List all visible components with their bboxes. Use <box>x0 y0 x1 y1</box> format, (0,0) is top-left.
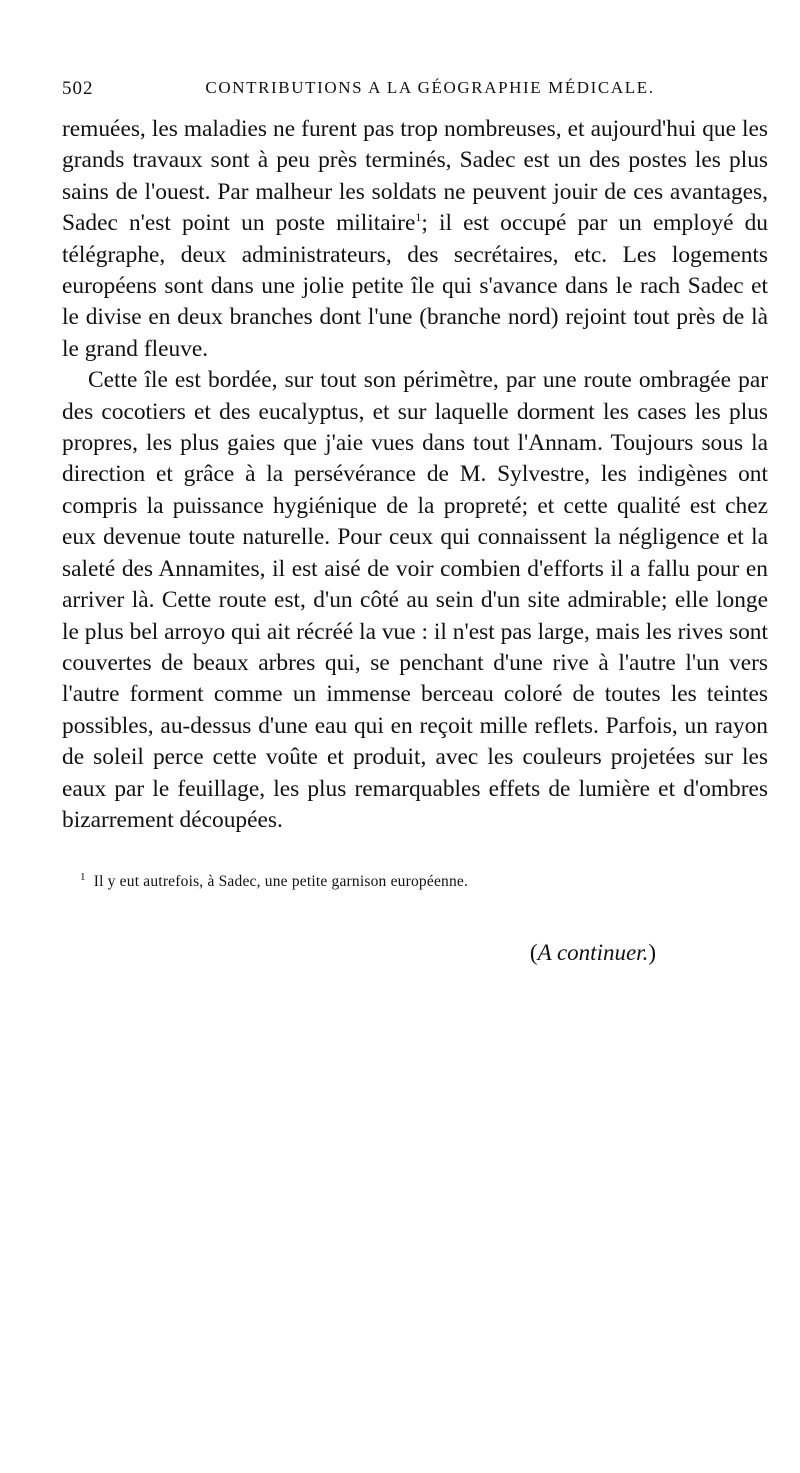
continued-text: A continuer. <box>537 940 649 966</box>
footnote <box>62 872 768 892</box>
footnote-text: Il y eut autrefois, à Sadec, une petite garnison européenne. <box>93 873 469 891</box>
continued-open-paren: ( <box>529 940 538 966</box>
footnote-reference: 1 <box>415 210 422 225</box>
continued-close-paren: ) <box>648 940 656 966</box>
paragraph-2: Cette île est bordée, sur tout son périmètre, par une route ombragée par des cocotiers et des eucalyptus, et sur laquelle dorment les cases les plus propres, les plus gaies que j'aie vues dans tout l'Annam. Toujours sous la direction et grâce à la persévérance de M. Sylvestre, les indigènes ont compris la puissance hygiénique de la propreté; et cette qualité est chez eux devenue toute naturelle. Pour ceux qui connaissent la négligence et la saleté des Annamites, il est aisé de voir combien d'efforts il a fallu pour en arriver là. Cette route est, d'un côté au sein d'un site admirable; elle longe le plus bel arroyo qui ait récréé la vue : il n'est pas large, mais les rives sont couvertes de beaux arbres qui, se penchant d'une rive à l'autre l'un vers l'autre forment comme un immense berceau coloré de toutes les teintes possibles, au-dessus d'une eau qui en reçoit mille reflets. Parfois, un rayon de soleil perce cette voûte et produit, avec les couleurs projetées sur les eaux par le feuillage, les plus remarquables effets de lumière et d'ombres bizarrement découpées. <box>62 367 768 833</box>
page-number: 502 <box>62 78 94 99</box>
running-head <box>62 78 768 108</box>
page-content <box>62 78 768 966</box>
running-title: CONTRIBUTIONS A LA GÉOGRAPHIE MÉDICALE. <box>205 78 655 97</box>
paragraph-1-text-a: remuées, les maladies ne furent pas trop nombreuses, et aujourd'hui que les grands travaux sont à peu près terminés, Sadec est un des postes les plus sains de l'ouest. Par malheur les soldats ne peuvent jouir de ces avantages, Sadec n'est point un poste militaire <box>62 116 768 237</box>
to-be-continued <box>62 940 768 966</box>
paragraph-1-text-b: ; il est occupé par un employé du télégraphe, deux administrateurs, des secrétaires, etc. Les logements européens sont dans une jolie petite île qui s'avance dans le rach Sadec et le divise en deux branches dont l'une (branche nord) rejoint tout près de là le grand fleuve. <box>62 210 768 362</box>
paragraph-1 <box>62 114 768 365</box>
footnote-mark: 1 <box>80 871 86 884</box>
